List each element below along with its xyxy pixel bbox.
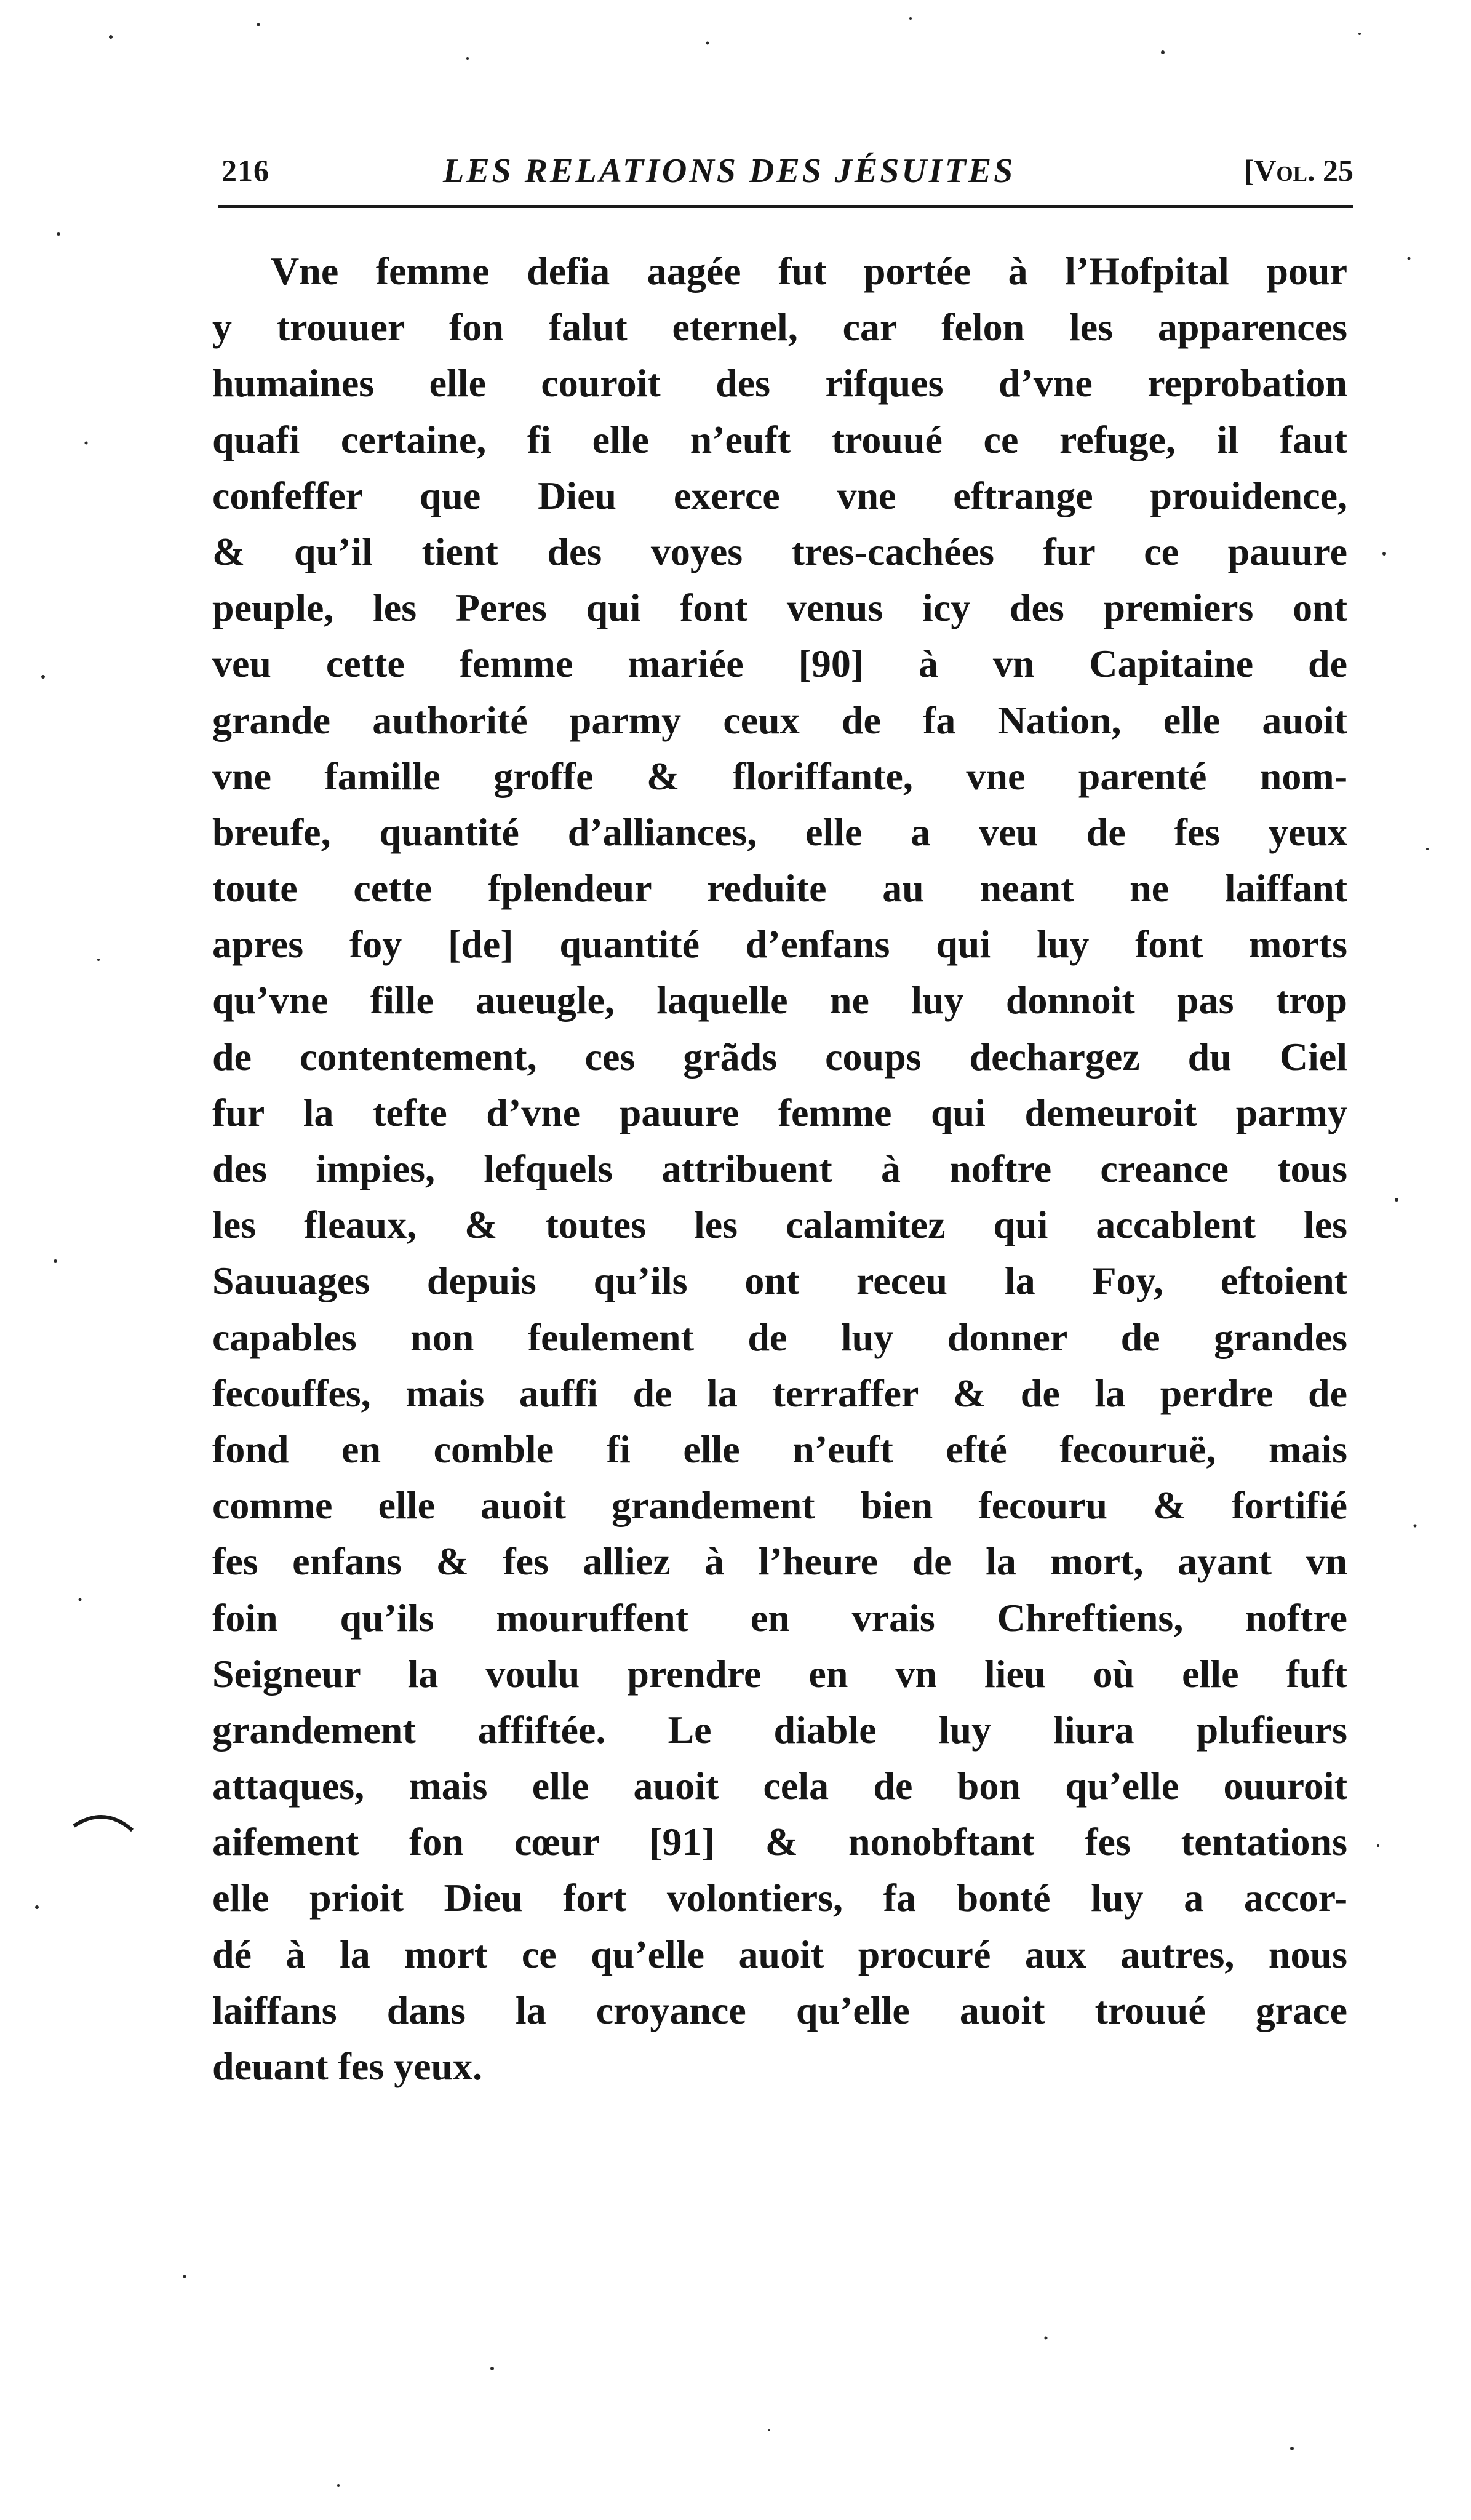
text-line: grande authorité parmy ceux de fa Nation, elle auoit xyxy=(212,698,1347,742)
text-line: fes enfans & fes alliez à l’heure de la mort, ayant vn xyxy=(212,1539,1347,1584)
text-line: humaines elle couroit des rifques d’vne reprobation xyxy=(212,361,1347,405)
text-line: deuant fes yeux. xyxy=(212,2044,483,2088)
text-line: Vne femme defia aagée fut portée à l’Hofpital pour xyxy=(271,249,1347,293)
text-line: grandement affiftée. Le diable luy liura plufieurs xyxy=(212,1707,1347,1752)
text-line: vne famille groffe & floriffante, vne parenté nom- xyxy=(212,754,1347,798)
text-line: & qu’il tient des voyes tres-cachées fur ce pauure xyxy=(212,529,1347,573)
text-line: y trouuer fon falut eternel, car felon les apparences xyxy=(212,305,1347,349)
text-line: capables non feulement de luy donner de grandes xyxy=(212,1315,1347,1359)
text-line: confeffer que Dieu exerce vne eftrange prouidence, xyxy=(212,473,1347,517)
text-line: attaques, mais elle auoit cela de bon qu’elle ouuroit xyxy=(212,1764,1347,1808)
text-line: foin qu’ils mouruffent en vrais Chreftiens, noftre xyxy=(212,1595,1347,1640)
text-line: apres foy [de] quantité d’enfans qui luy font morts xyxy=(212,922,1347,967)
text-line: Seigneur la voulu prendre en vn lieu où elle fuft xyxy=(212,1651,1347,1696)
text-line: elle prioit Dieu fort volontiers, fa bonté luy a accor- xyxy=(212,1876,1347,1920)
body-text xyxy=(212,243,1347,2094)
text-line: fecouffes, mais auffi de la terraffer & de la perdre de xyxy=(212,1371,1347,1415)
text-line: veu cette femme mariée [90] à vn Capitaine de xyxy=(212,642,1347,686)
text-line: comme elle auoit grandement bien fecouru & fortifié xyxy=(212,1483,1347,1528)
text-line: fond en comble fi elle n’euft efté fecouruë, mais xyxy=(212,1427,1347,1471)
text-line: toute cette fplendeur reduite au neant ne laiffant xyxy=(212,866,1347,911)
text-line: aifement fon cœur [91] & nonobftant fes tentations xyxy=(212,1820,1347,1864)
text-line: quafi certaine, fi elle n’euft trouué ce refuge, il faut xyxy=(212,417,1347,461)
text-line: peuple, les Peres qui font venus icy des premiers ont xyxy=(212,586,1347,630)
text-line: dé à la mort ce qu’elle auoit procuré aux autres, nous xyxy=(212,1932,1347,1976)
text-line: breufe, quantité d’alliances, elle a veu de fes yeux xyxy=(212,810,1347,854)
text-line: de contentement, ces grãds coups dechargez du Ciel xyxy=(212,1034,1347,1079)
running-title: LES RELATIONS DES JÉSUITES xyxy=(443,152,1016,190)
text-line: fur la tefte d’vne pauure femme qui demeuroit parmy xyxy=(212,1090,1347,1134)
text-line: les fleaux, & toutes les calamitez qui accablent les xyxy=(212,1203,1347,1247)
text-line: qu’vne fille aueugle, laquelle ne luy donnoit pas trop xyxy=(212,978,1347,1023)
running-head xyxy=(221,146,1353,196)
volume-mark: [Vol. 25 xyxy=(1243,153,1353,188)
page-number: 216 xyxy=(221,153,269,188)
text-line: Sauuages depuis qu’ils ont receu la Foy, eftoient xyxy=(212,1259,1347,1303)
text-line: laiffans dans la croyance qu’elle auoit trouué grace xyxy=(212,1988,1347,2032)
header-rule xyxy=(218,205,1353,208)
text-line: des impies, lefquels attribuent à noftre creance tous xyxy=(212,1147,1347,1190)
